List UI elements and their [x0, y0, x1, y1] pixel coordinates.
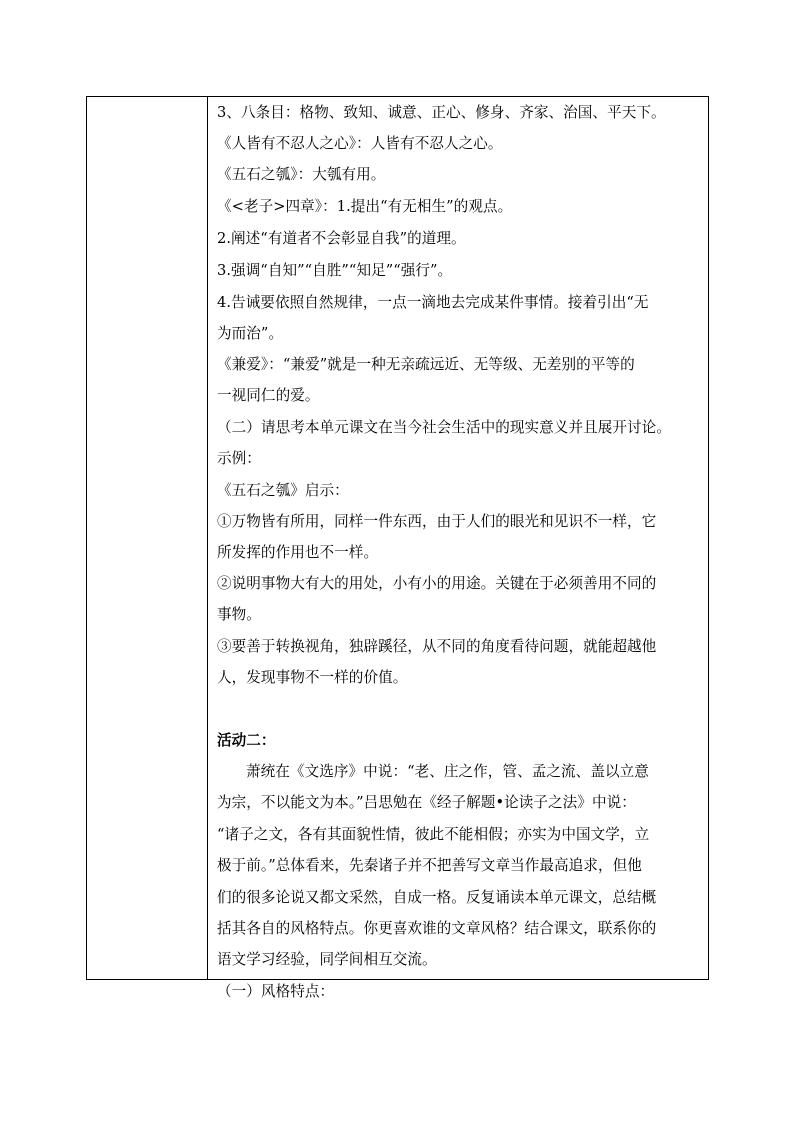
text-line: 示例： — [217, 450, 261, 467]
text-line: 所发挥的作用也不一样。 — [217, 544, 379, 561]
paragraph-line: 萧统在《文选序》中说：“老、庄之作，管、孟之流、盖以立意 — [246, 763, 649, 780]
text-line: 《五石之瓠》：大瓠有用。 — [217, 166, 386, 183]
paragraph-line: 们的很多论说又都文采然，自成一格。反复诵读本单元课文，总结概 — [217, 889, 657, 906]
text-line: 事物。 — [217, 606, 261, 623]
text-line: 一视同仁的爱。 — [217, 387, 320, 404]
text-line: ①万物皆有所用，同样一件东西，由于人们的眼光和见识不一样，它 — [217, 513, 657, 530]
text-line: 《<老子>四章》：1.提出“有无相生”的观点。 — [217, 198, 513, 215]
paragraph-line: “诸子之文，各有其面貌性情，彼此不能相假；亦实为中国文学，立 — [217, 826, 650, 843]
left-column-cell — [87, 97, 208, 979]
text-line: （二）请思考本单元课文在当今社会生活中的现实意义并且展开讨论。 — [217, 419, 671, 436]
right-column-cell — [209, 97, 708, 1000]
text-line: 《兼爱》：“兼爱”就是一种无亲疏远近、无等级、无差别的平等的 — [217, 356, 635, 373]
text-line: 《五石之瓠》启示： — [217, 482, 349, 499]
text-line: 人，发现事物不一样的价值。 — [217, 669, 408, 686]
text-line: ③要善于转换视角，独辟蹊径，从不同的角度看待问题，就能超越他 — [217, 638, 657, 655]
text-line: 2.阐述“有道者不会彰显自我”的道理。 — [217, 230, 466, 247]
text-line: ②说明事物大有大的用处，小有小的用途。关键在于必须善用不同的 — [217, 575, 657, 592]
text-line: 为而治”。 — [217, 325, 284, 342]
text-line: 3.强调“自知”“自胜”“知足”“强行”。 — [217, 262, 453, 279]
text-line: 4.告诫要依照自然规律，一点一滴地去完成某件事情。接着引出“无 — [217, 294, 649, 311]
content-table — [86, 96, 709, 1000]
subheading: （一）风格特点： — [217, 983, 335, 1000]
activity-heading: 活动二： — [217, 732, 276, 749]
paragraph-line: 为宗，不以能文为本。”吕思勉在《经子解题•论读子之法》中说： — [217, 794, 636, 811]
paragraph-line: 极于前。”总体看来，先秦诸子并不把善写文章当作最高追求，但他 — [217, 857, 642, 874]
paragraph-line: 括其各自的风格特点。你更喜欢谁的文章风格？结合课文，联系你的 — [217, 920, 657, 937]
text-line: 《人皆有不忍人之心》：人皆有不忍人之心。 — [217, 135, 503, 152]
paragraph-line: 语文学习经验，同学间相互交流。 — [217, 951, 437, 968]
text-line: 3、八条目：格物、致知、诚意、正心、修身、齐家、治国、平天下。 — [217, 104, 666, 121]
